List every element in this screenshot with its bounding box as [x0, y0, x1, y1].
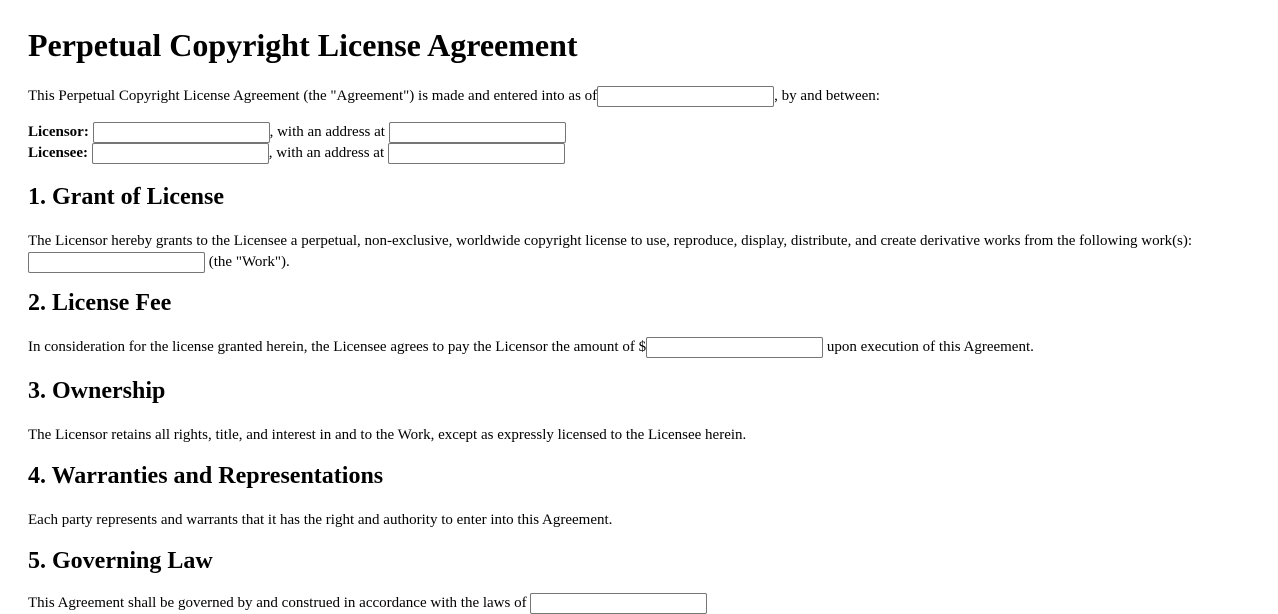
- intro-paragraph: [28, 86, 880, 107]
- grant-text-after: (the "Work").: [208, 254, 290, 270]
- agreement-date-input[interactable]: [597, 86, 774, 107]
- licensee-address-text: , with an address at: [268, 145, 385, 161]
- grant-paragraph: [28, 231, 1228, 273]
- section-heading-ownership: 3. Ownership: [28, 378, 166, 404]
- licensor-address-input[interactable]: [389, 122, 566, 143]
- licensor-label: Licensor:: [28, 124, 89, 140]
- licensor-address-text: , with an address at: [269, 124, 385, 140]
- licensee-name-input[interactable]: [92, 143, 269, 164]
- law-text: This Agreement shall be governed by and construed in accordance with the laws of: [28, 595, 527, 611]
- section-heading-grant: 1. Grant of License: [28, 184, 224, 210]
- section-heading-warranties: 4. Warranties and Representations: [28, 463, 384, 489]
- grant-text: The Licensor hereby grants to the Licensee a perpetual, non-exclusive, worldwide copyright license to use, reproduce, display, distribute, and create derivative works from the following work(s):: [28, 233, 1193, 249]
- fee-text-after: upon execution of this Agreement.: [826, 339, 1034, 355]
- fee-text: In consideration for the license granted herein, the Licensee agrees to pay the Licensor the amount of $: [28, 339, 647, 355]
- intro-text-after: , by and between:: [774, 88, 880, 104]
- licensor-name-input[interactable]: [93, 122, 270, 143]
- intro-text: This Perpetual Copyright License Agreement (the "Agreement") is made and entered into as of: [28, 88, 598, 104]
- warranties-paragraph: Each party represents and warrants that it has the right and authority to enter into this Agreement.: [28, 512, 613, 528]
- governing-law-input[interactable]: [530, 593, 707, 614]
- licensor-row: [28, 122, 566, 143]
- law-paragraph: [28, 593, 707, 614]
- section-heading-law: 5. Governing Law: [28, 548, 213, 574]
- licensee-row: [28, 143, 565, 164]
- work-input[interactable]: [28, 252, 205, 273]
- section-heading-fee: 2. License Fee: [28, 290, 172, 316]
- licensee-address-input[interactable]: [388, 143, 565, 164]
- license-fee-input[interactable]: [646, 337, 823, 358]
- page-title: Perpetual Copyright License Agreement: [28, 27, 578, 63]
- licensee-label: Licensee:: [28, 145, 88, 161]
- fee-paragraph: [28, 337, 1034, 358]
- ownership-paragraph: The Licensor retains all rights, title, and interest in and to the Work, except as expressly licensed to the Licensee herein.: [28, 427, 747, 443]
